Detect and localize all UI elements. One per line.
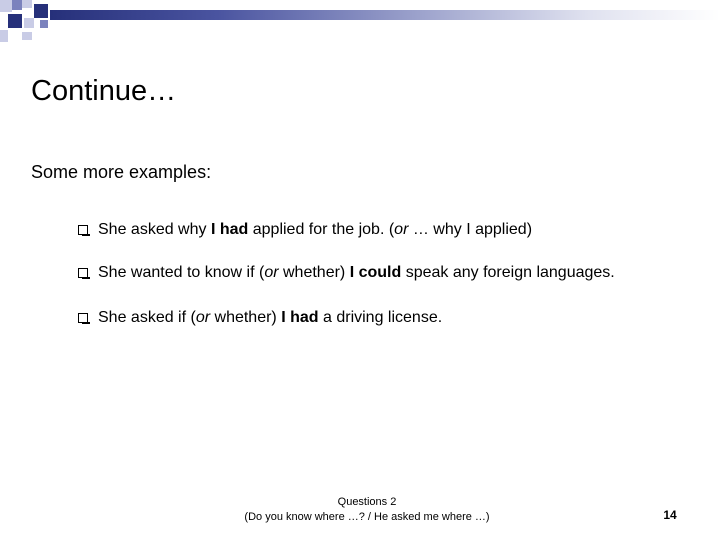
slide-title: Continue… <box>31 75 177 107</box>
bold-text: I could <box>349 264 402 281</box>
checkbox-bullet-icon <box>78 268 88 278</box>
text-segment: a driving license. <box>318 309 443 326</box>
checkbox-bullet-icon <box>78 225 88 235</box>
text-segment: whether) <box>210 309 282 326</box>
italic-text: or <box>394 221 409 238</box>
deco-square <box>34 4 48 18</box>
deco-square <box>22 32 32 40</box>
deco-square <box>40 20 48 28</box>
text-segment: speak any foreign languages. <box>401 264 615 281</box>
slide-footer <box>222 495 512 525</box>
bold-text: I had <box>281 309 319 326</box>
footer-line-2: (Do you know where …? / He asked me where …) <box>244 511 490 523</box>
text-segment: She asked if ( <box>98 309 196 326</box>
text-segment: applied for the job. ( <box>248 221 395 238</box>
bold-text: I had <box>210 221 249 238</box>
deco-square <box>8 14 22 28</box>
deco-square <box>0 0 12 12</box>
text-segment: … why I applied) <box>408 221 533 238</box>
bullet-item <box>78 307 442 329</box>
bullet-item <box>78 219 532 241</box>
bullet-text <box>98 264 615 281</box>
bullet-text <box>98 221 532 238</box>
page-number: 14 <box>663 508 677 522</box>
bullet-item <box>78 262 615 284</box>
text-segment: She wanted to know if ( <box>98 264 265 281</box>
text-segment: whether) <box>278 264 350 281</box>
deco-square <box>24 18 34 28</box>
checkbox-bullet-icon <box>78 313 88 323</box>
deco-square <box>12 0 22 10</box>
deco-square <box>0 30 8 42</box>
italic-text: or <box>264 264 279 281</box>
footer-line-1: Questions 2 <box>337 496 397 508</box>
bullet-text <box>98 309 442 326</box>
text-segment: She asked why <box>98 221 211 238</box>
header-gradient-bar <box>50 10 720 20</box>
intro-text: Some more examples: <box>31 162 212 182</box>
italic-text: or <box>195 309 211 326</box>
deco-square <box>22 0 32 8</box>
